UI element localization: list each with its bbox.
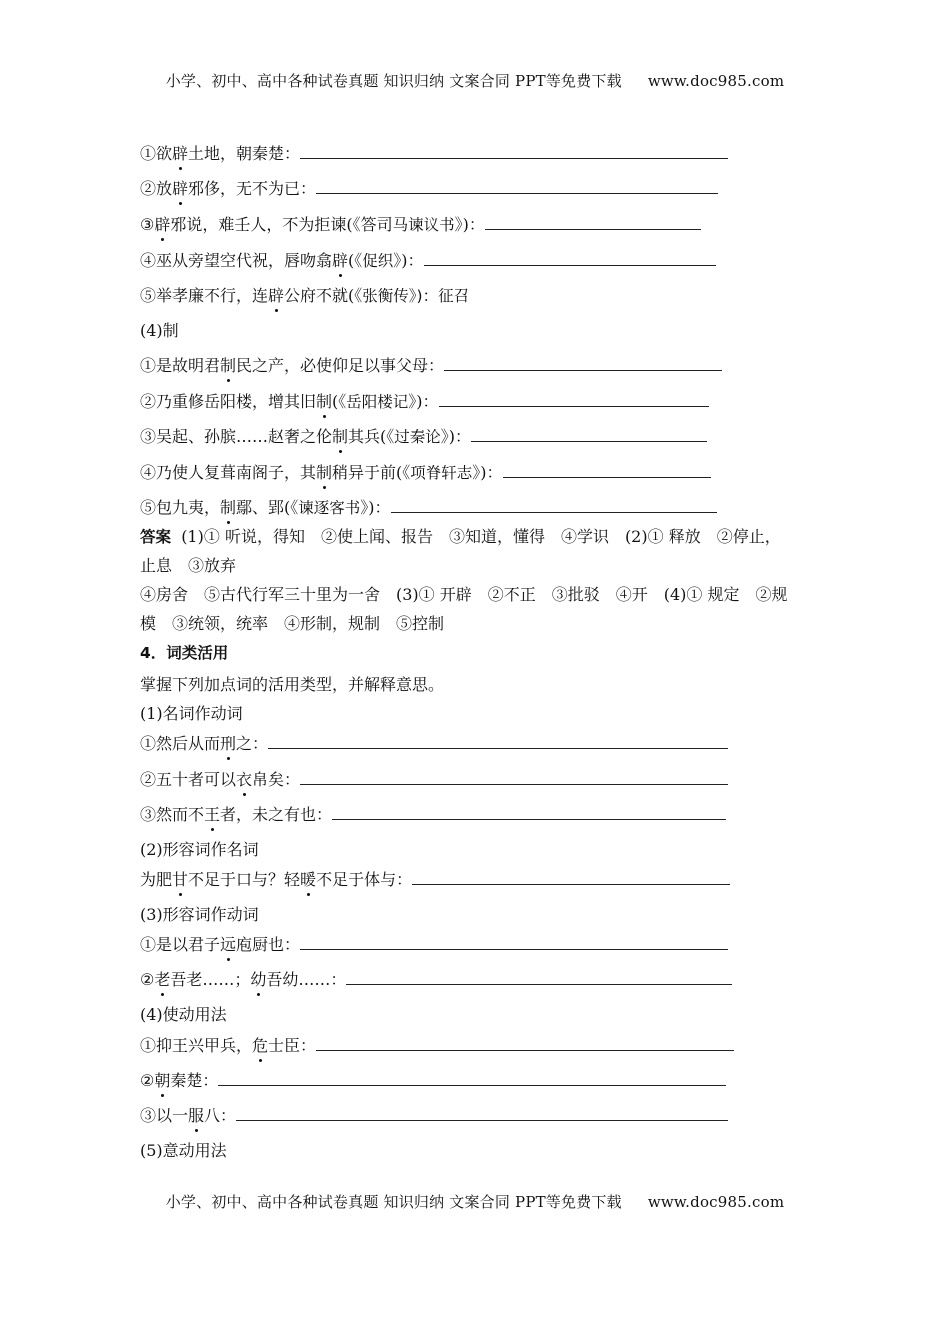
answer-blank[interactable] — [236, 1106, 728, 1121]
item-d2 — [140, 1070, 726, 1092]
text: ②放 — [140, 179, 173, 198]
text: ④乃使人复葺南阁子，其 — [140, 463, 317, 482]
text: 庖厨也： — [236, 935, 301, 954]
text: 土地，朝秦楚： — [188, 144, 301, 163]
answer-line-1 — [140, 526, 781, 548]
text: 为肥 — [140, 870, 173, 889]
text: 公府不就(《 — [284, 286, 363, 305]
text: 》)： — [393, 251, 424, 270]
dotted-char: 制 — [220, 498, 237, 517]
text: 帛矣： — [252, 770, 301, 789]
text: 》)： — [408, 392, 439, 411]
text: ⑤举孝廉不行，连 — [140, 286, 269, 305]
text: 其兵(《 — [348, 427, 395, 446]
item-l3 — [140, 214, 701, 236]
answer-blank[interactable] — [412, 870, 730, 885]
text: 》)： — [472, 463, 503, 482]
source-title: 谏逐客书 — [298, 499, 361, 517]
header-text: 小学、初中、高中各种试卷真题 知识归纳 文案合同 PPT等免费下载 — [165, 72, 622, 90]
dotted-char: 服 — [188, 1106, 205, 1125]
answer-blank[interactable] — [471, 427, 707, 442]
dotted-char: 制 — [220, 356, 237, 375]
text: 民之产，必使仰足以事父母： — [236, 356, 445, 375]
text: ⑤包九夷， — [140, 498, 221, 517]
dotted-char: 衣 — [236, 770, 253, 789]
item-l4 — [140, 250, 716, 272]
text: ③吴起、孙膑……赵奢之伦 — [140, 427, 333, 446]
answer-line-2: 止息 ③放弃 — [140, 556, 237, 575]
text: 》)： — [440, 427, 472, 446]
text: ②乃重修岳阳楼，增其旧 — [140, 392, 317, 411]
subsection-4: (4)制 — [140, 321, 179, 340]
item-l2 — [140, 178, 718, 200]
answer-blank[interactable] — [346, 970, 732, 985]
text: 士臣： — [268, 1036, 317, 1055]
source-title: 马谏议书 — [392, 216, 455, 234]
text: 之： — [236, 734, 269, 753]
dotted-char: 制 — [316, 392, 333, 411]
answer-blank[interactable] — [424, 251, 716, 266]
source-title: 促织 — [362, 252, 394, 270]
answer-line-3: ④房舍 ⑤古代行军三十里为一舍 (3)① 开辟 ②不正 ③批驳 ④开 (4)① 规定 ②规 — [140, 585, 788, 604]
footer-text: 小学、初中、高中各种试卷真题 知识归纳 文案合同 PPT等免费下载 — [165, 1193, 622, 1211]
item-a2 — [140, 769, 728, 791]
answer-blank[interactable] — [268, 734, 728, 749]
dotted-char: 朝 — [154, 1071, 171, 1090]
text: ② — [140, 1071, 155, 1090]
text: ④巫从旁望空代祝，唇吻翕 — [140, 251, 333, 270]
answer-blank[interactable] — [316, 1036, 734, 1051]
text: 稍异于前(《 — [332, 463, 411, 482]
text: 邪说，难壬人，不为拒谏(《答司 — [170, 215, 393, 234]
item-a1 — [140, 733, 728, 755]
dotted-char: 辟 — [332, 251, 349, 270]
item-l7 — [140, 391, 709, 413]
subsection-4b: (4)使动用法 — [140, 1005, 227, 1024]
dotted-char: 王 — [204, 805, 221, 824]
text: ①抑王兴甲兵， — [140, 1036, 253, 1055]
dotted-char: 制 — [316, 463, 333, 482]
section-title: 4．词类活用 — [140, 644, 229, 662]
subsection-3: (3)形容词作动词 — [140, 905, 259, 924]
header-url: www.doc985.com — [647, 72, 785, 90]
answer-blank[interactable] — [439, 392, 709, 407]
answer-label: 答案 — [140, 528, 172, 546]
item-c1 — [140, 934, 728, 956]
text: 不足于体与： — [316, 870, 413, 889]
item-d1 — [140, 1035, 734, 1057]
answer-blank[interactable] — [391, 498, 717, 513]
text: 者，未之有也： — [220, 805, 333, 824]
source-title: 过秦论 — [394, 428, 441, 446]
text: ③ — [140, 215, 155, 234]
dotted-char: 辟 — [268, 286, 285, 305]
dotted-char: 辟 — [172, 179, 189, 198]
text: 秦楚： — [170, 1071, 219, 1090]
item-l6 — [140, 355, 722, 377]
dotted-char: 辟 — [154, 215, 171, 234]
text: (《 — [332, 392, 347, 411]
item-l10 — [140, 497, 717, 519]
text: 》)： — [454, 215, 485, 234]
item-b1 — [140, 869, 730, 891]
subsection-5: (5)意动用法 — [140, 1141, 227, 1160]
source-title: 张衡传 — [362, 287, 409, 305]
source-title: 项脊轩志 — [410, 464, 473, 482]
text: ② — [140, 970, 155, 989]
dotted-char: 甘 — [172, 870, 189, 889]
item-l9 — [140, 462, 711, 484]
text: 》)： — [360, 498, 391, 517]
dotted-char: 刑 — [220, 734, 237, 753]
text: ①然后从而 — [140, 734, 221, 753]
page-header — [0, 70, 950, 91]
text: ②五十者可以 — [140, 770, 237, 789]
answer-blank[interactable] — [316, 179, 718, 194]
source-title: 岳阳楼记 — [346, 393, 409, 411]
answer-blank[interactable] — [300, 770, 728, 785]
answer-blank[interactable] — [218, 1071, 726, 1086]
text: 不足于口与？轻 — [188, 870, 301, 889]
answer-text: (1)① 听说，得知 ②使上闻、报告 ③知道，懂得 ④学识 (2)① 释放 ②停止， — [181, 527, 781, 546]
text: ③以一 — [140, 1106, 189, 1125]
page-footer — [0, 1191, 950, 1212]
text: 吾老……； — [170, 970, 251, 989]
dotted-char: 制 — [332, 427, 349, 446]
answer-blank[interactable] — [485, 215, 701, 230]
answer-blank[interactable] — [503, 463, 711, 478]
footer-url: www.doc985.com — [647, 1193, 785, 1211]
item-a3 — [140, 804, 726, 826]
text: 吾幼……： — [266, 970, 347, 989]
dotted-char: 危 — [252, 1036, 269, 1055]
dotted-char: 幼 — [250, 970, 267, 989]
subsection-2: (2)形容词作名词 — [140, 840, 259, 859]
text: 八： — [204, 1106, 237, 1125]
text: 邪侈，无不为已： — [188, 179, 317, 198]
item-l1 — [140, 143, 728, 165]
answer-blank[interactable] — [332, 805, 726, 820]
item-c2 — [140, 969, 732, 991]
text: 》)：征召 — [408, 287, 470, 305]
dotted-char: 暖 — [300, 870, 317, 889]
answer-blank[interactable] — [444, 356, 722, 371]
text: ①是以君子 — [140, 935, 221, 954]
dotted-char: 远 — [220, 935, 237, 954]
section-intro: 掌握下列加点词的活用类型，并解释意思。 — [140, 675, 445, 694]
answer-line-4: 模 ③统领，统率 ④形制，规制 ⑤控制 — [140, 614, 445, 633]
item-l5 — [140, 285, 469, 307]
dotted-char: 辟 — [172, 144, 189, 163]
answer-blank[interactable] — [300, 935, 728, 950]
text: ①欲 — [140, 144, 173, 163]
subsection-1: (1)名词作动词 — [140, 704, 243, 723]
dotted-char: 老 — [154, 970, 171, 989]
text: 鄢、郢(《 — [236, 498, 299, 517]
item-l8 — [140, 426, 707, 448]
text: ③然而不 — [140, 805, 205, 824]
text: (《 — [348, 251, 363, 270]
text: ①是故明君 — [140, 356, 221, 375]
item-d3 — [140, 1105, 728, 1127]
answer-blank[interactable] — [300, 144, 728, 159]
